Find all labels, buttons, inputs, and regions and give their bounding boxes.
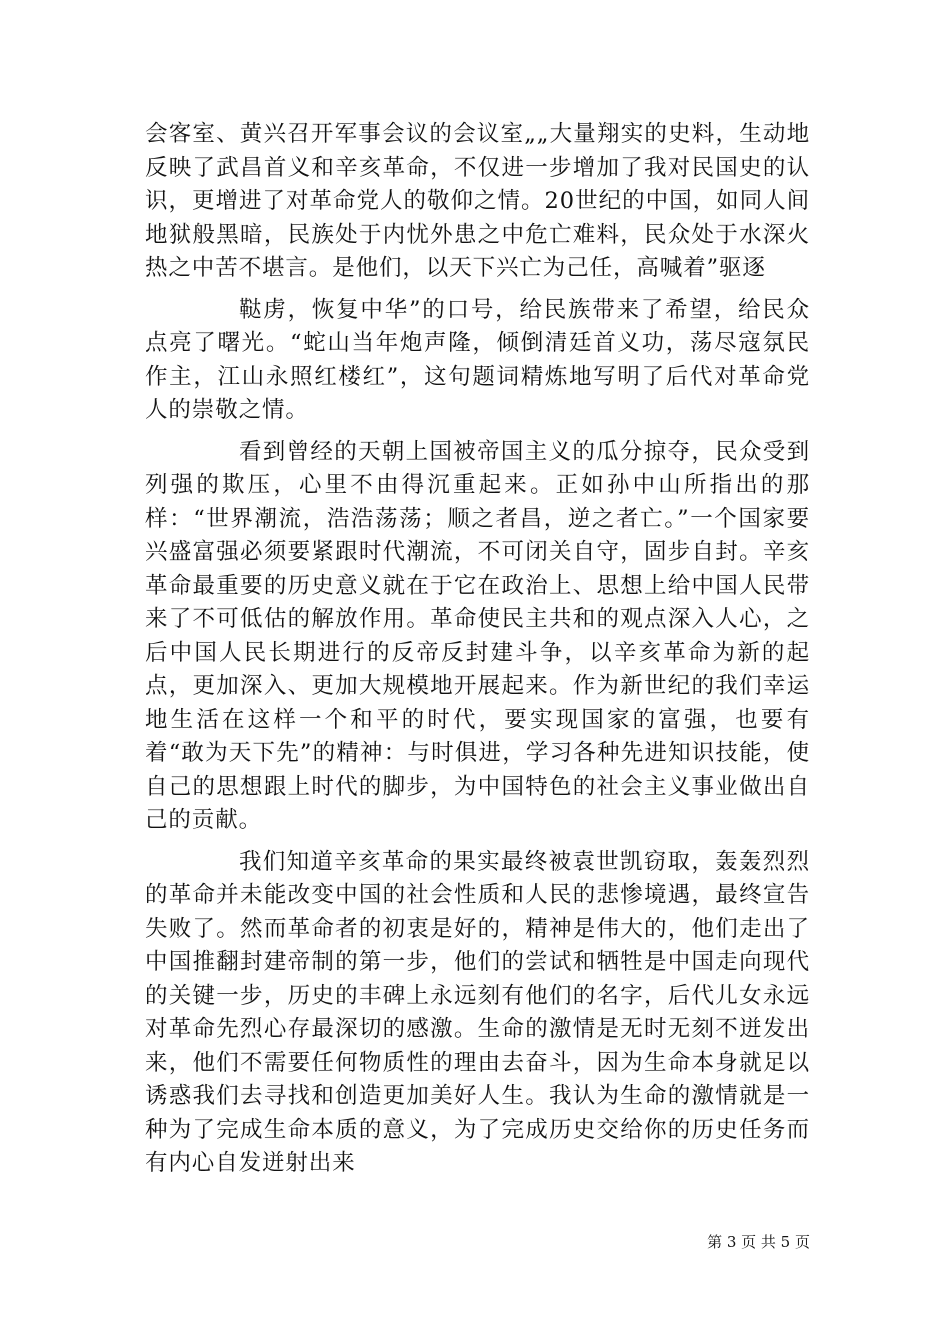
paragraph-1: 会客室、黄兴召开军事会议的会议室„„大量翔实的史料，生动地反映了武昌首义和辛亥革命，不仅进一步增加了我对民国史的认识，更增进了对革命党人的敬仰之情。20世纪的中国，如同人间地狱般黑暗，民族处于内忧外患之中危亡难料，民众处于水深火热之中苦不堪言。是他们，以天下兴亡为己任，高喊着”驱逐 [145,121,810,281]
page-number-footer: 第 3 页 共 5 页 [707,1233,810,1251]
paragraph-3: 看到曾经的天朝上国被帝国主义的瓜分掠夺，民众受到列强的欺压，心里不由得沉重起来。正如孙中山所指出的那样：“世界潮流，浩浩荡荡；顺之者昌，逆之者亡。”一个国家要兴盛富强必须要紧跟时代潮流，不可闭关自守，固步自封。辛亥革命最重要的历史意义就在于它在政治上、思想上给中国人民带来了不可低估的解放作用。革命使民主共和的观点深入人心，之后中国人民长期进行的反帝反封建斗争，以辛亥革命为新的起点，更加深入、更加大规模地开展起来。作为新世纪的我们幸运地生活在这样一个和平的时代，要实现国家的富强，也要有着“敢为天下先”的精神：与时俱进，学习各种先进知识技能，使自己的思想跟上时代的脚步，为中国特色的社会主义事业做出自己的贡献。 [145,438,810,833]
document-body [145,118,810,1181]
paragraph-4: 我们知道辛亥革命的果实最终被袁世凯窃取，轰轰烈烈的革命并未能改变中国的社会性质和人民的悲惨境遇，最终宣告失败了。然而革命者的初衷是好的，精神是伟大的，他们走出了中国推翻封建帝制的第一步，他们的尝试和牺牲是中国走向现代的关键一步，历史的丰碑上永远刻有他们的名字，后代儿女永远对革命先烈心存最深切的感激。生命的激情是无时无刻不迸发出来，他们不需要任何物质性的理由去奋斗，因为生命本身就足以诱惑我们去寻找和创造更加美好人生。我认为生命的激情就是一种为了完成生命本质的意义，为了完成历史交给你的历史任务而有内心自发迸射出来 [145,848,810,1176]
paragraph-2: 鞑虏，恢复中华”的口号，给民族带来了希望，给民众点亮了曙光。“蛇山当年炮声隆，倾倒清廷首义功，荡尽寇氛民作主，江山永照红楼红”，这句题词精炼地写明了后代对革命党人的崇敬之情。 [145,296,810,423]
